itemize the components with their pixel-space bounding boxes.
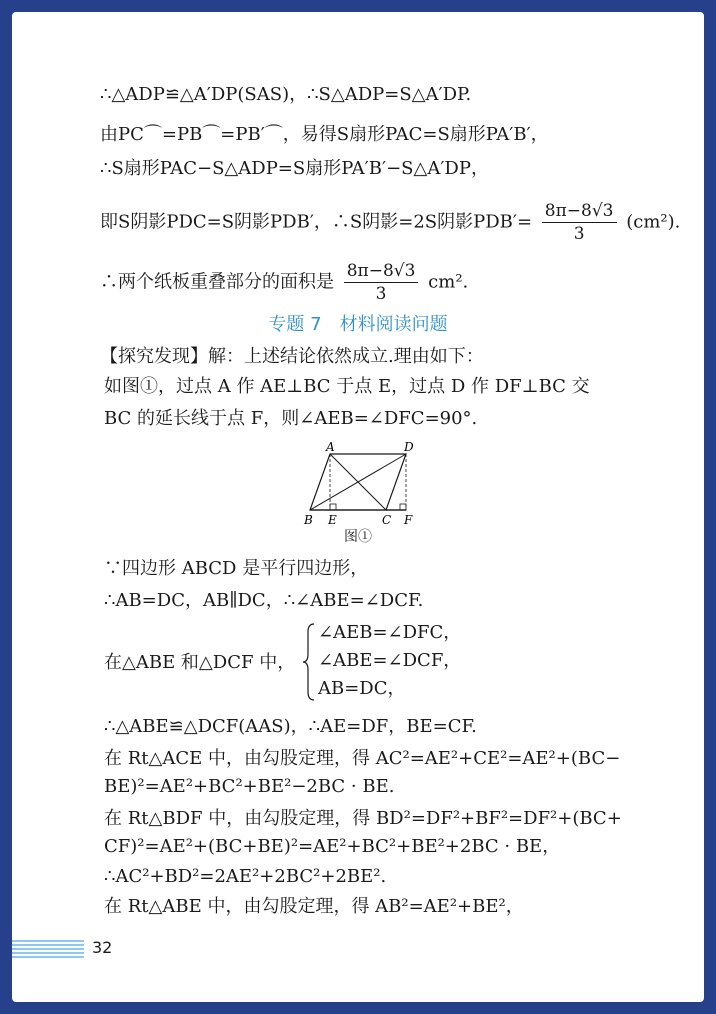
- paragraph-line: 在 Rt△ABE 中，由勾股定理，得 AB²=AE²+BE²，: [104, 896, 524, 917]
- label-c: C: [382, 513, 392, 527]
- unit-cm2: (cm²).: [626, 211, 681, 233]
- system-brace: [302, 622, 316, 702]
- overlap-fraction: [344, 260, 419, 305]
- label-e: E: [328, 513, 337, 527]
- unit-cm2: cm².: [428, 271, 469, 293]
- line-congruence-adp: ∴△ADP≌△A′DP(SAS)，∴S△ADP=S△A′DP.: [100, 84, 472, 105]
- label-f: F: [404, 513, 413, 527]
- document-page: [12, 12, 704, 1002]
- paragraph-line: 在 Rt△ACE 中，由勾股定理，得 AC²=AE²+CE²=AE²+(BC−: [104, 748, 621, 769]
- system-line-3: AB=DC，: [318, 678, 406, 699]
- overlap-area-text: ∴两个纸板重叠部分的面积是: [100, 271, 334, 293]
- paragraph-line: ∵四边形 ABCD 是平行四边形，: [104, 558, 369, 579]
- label-d: D: [404, 442, 414, 454]
- system-line-1: ∠AEB=∠DFC，: [318, 622, 462, 643]
- page-stripes: [12, 940, 84, 960]
- page-number: 32: [92, 938, 113, 957]
- paragraph-line: BE)²=AE²+BC²+BE²−2BC · BE.: [104, 776, 395, 797]
- paragraph-line: 如图①，过点 A 作 AE⊥BC 于点 E，过点 D 作 DF⊥BC 交: [104, 376, 590, 397]
- paragraph-line: ∴AC²+BD²=2AE²+2BC²+2BE².: [104, 866, 387, 887]
- fraction-numerator: 8π−8√3: [344, 260, 419, 283]
- fraction-denominator: 3: [375, 284, 387, 304]
- system-line-2: ∠ABE=∠DCF，: [318, 650, 462, 671]
- line-arc-equal: 由PC⌒=PB⌒=PB′⌒，易得S扇形PAC=S扇形PA′B′，: [100, 124, 549, 145]
- paragraph-line: CF)²=AE²+(BC+BE)²=AE²+BC²+BE²+2BC · BE，: [104, 836, 561, 857]
- paragraph-line: 在△ABE 和△DCF 中，: [104, 652, 296, 673]
- paragraph-line: ∴AB=DC，AB∥DC，∴∠ABE=∠DCF.: [104, 590, 424, 611]
- section-title: 专题 7 材料阅读问题: [268, 314, 448, 335]
- area-fraction: [542, 200, 617, 245]
- line-overlap-area: [100, 260, 468, 305]
- paragraph-line: 在 Rt△BDF 中，由勾股定理，得 BD²=DF²+BF²=DF²+(BC+: [104, 808, 622, 829]
- paragraph-line: BC 的延长线于点 F，则∠AEB=∠DFC=90°.: [104, 408, 478, 429]
- label-a: A: [326, 442, 335, 454]
- fraction-denominator: 3: [573, 224, 585, 244]
- label-b: B: [304, 513, 313, 527]
- explore-heading: 【探究发现】解：上述结论依然成立.理由如下：: [100, 346, 484, 367]
- figure-caption: 图①: [344, 529, 372, 545]
- line-area-difference: ∴S扇形PAC−S△ADP=S扇形PA′B′−S△A′DP，: [100, 158, 489, 179]
- fraction-numerator: 8π−8√3: [542, 200, 617, 223]
- paragraph-line: ∴△ABE≌△DCF(AAS)，∴AE=DF，BE=CF.: [104, 716, 477, 737]
- shaded-area-text: 即S阴影PDC=S阴影PDB′，∴S阴影=2S阴影PDB′=: [100, 211, 533, 233]
- line-shaded-area: [100, 200, 680, 245]
